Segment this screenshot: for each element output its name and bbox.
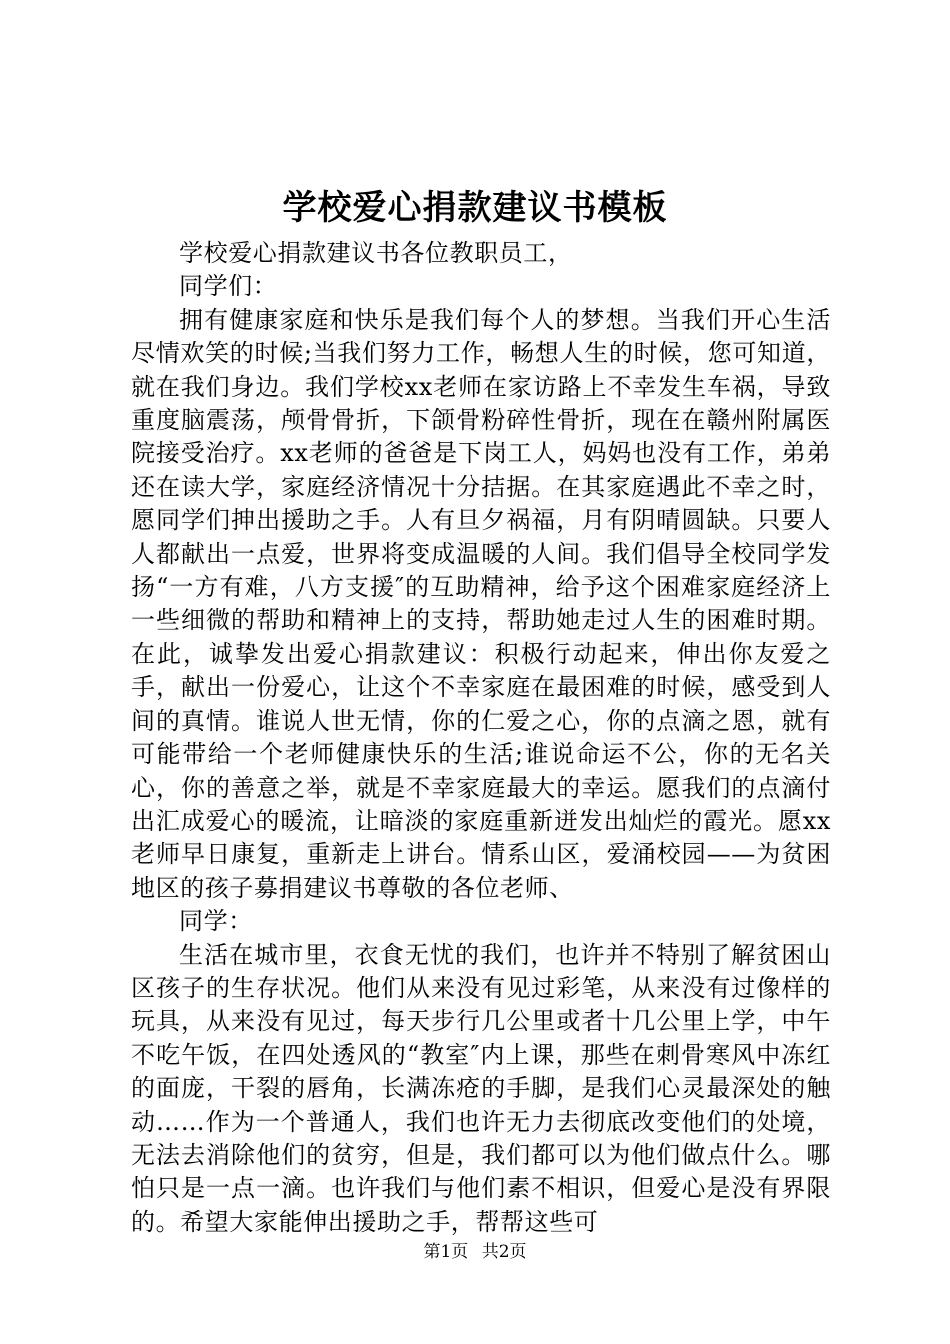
body-paragraph: 生活在城市里，衣食无忧的我们，也许并不特别了解贫困山区孩子的生存状况。他们从来没有见过彩笔，从来没有过像样的玩具，从来没有见过，每天步行几公里或者十几公里上学，中午不吃午饭，在四处透风的“教室″内上课，那些在刺骨寒风中冻红的面庞，干裂的唇角，长满冻疮的手脚，是我们心灵最深处的触动……作为一个普通人，我们也许无力去彻底改变他们的处境，无法去消除他们的贫穷，但是，我们都可以为他们做点什么。哪怕只是一点一滴。也许我们与他们素不相识，但爱心是没有界限的。希望大家能伸出援助之手，帮帮这些可 bbox=[131, 940, 831, 1236]
document-body bbox=[131, 237, 831, 1239]
body-paragraph: 拥有健康家庭和快乐是我们每个人的梦想。当我们开心生活尽情欢笑的时候;当我们努力工作，畅想人生的时候，您可知道，就在我们身边。我们学校xx老师在家访路上不幸发生车祸，导致重度脑震荡，颅骨骨折，下颌骨粉碎性骨折，现在在赣州附属医院接受治疗。xx老师的爸爸是下岗工人，妈妈也没有工作，弟弟还在读大学，家庭经济情况十分拮据。在其家庭遇此不幸之时，愿同学们抻出援助之手。人有旦夕祸福，月有阴晴圆缺。只要人人都献出一点爱，世界将变成温暖的人间。我们倡导全校同学发扬“一方有难，八方支援″的互助精神，给予这个困难家庭经济上一些细微的帮助和精神上的支持，帮助她走过人生的困难时期。在此，诚挚发出爱心捐款建议：积极行动起来，伸出你友爱之手，献出一份爱心，让这个不幸家庭在最困难的时候，感受到人间的真情。谁说人世无情，你的仁爱之心，你的点滴之恩，就有可能带给一个老师健康快乐的生活;谁说命运不公，你的无名关心，你的善意之举，就是不幸家庭最大的幸运。愿我们的点滴付出汇成爱心的暖流，让暗淡的家庭重新迸发出灿烂的霞光。愿xx老师早日康复，重新走上讲台。情系山区，爱涌校园——为贫困地区的孩子募捐建议书尊敬的各位老师、 bbox=[131, 305, 831, 902]
body-paragraph: 学校爱心捐款建议书各位教职员工， bbox=[179, 239, 573, 267]
page-total: 共2页 bbox=[481, 1242, 527, 1262]
page-footer bbox=[0, 1240, 950, 1264]
page-number: 第1页 bbox=[423, 1242, 469, 1262]
body-paragraph: 同学： bbox=[179, 907, 253, 936]
document-title: 学校爱心捐款建议书模板 bbox=[282, 188, 668, 228]
body-paragraph: 同学们： bbox=[179, 272, 278, 301]
